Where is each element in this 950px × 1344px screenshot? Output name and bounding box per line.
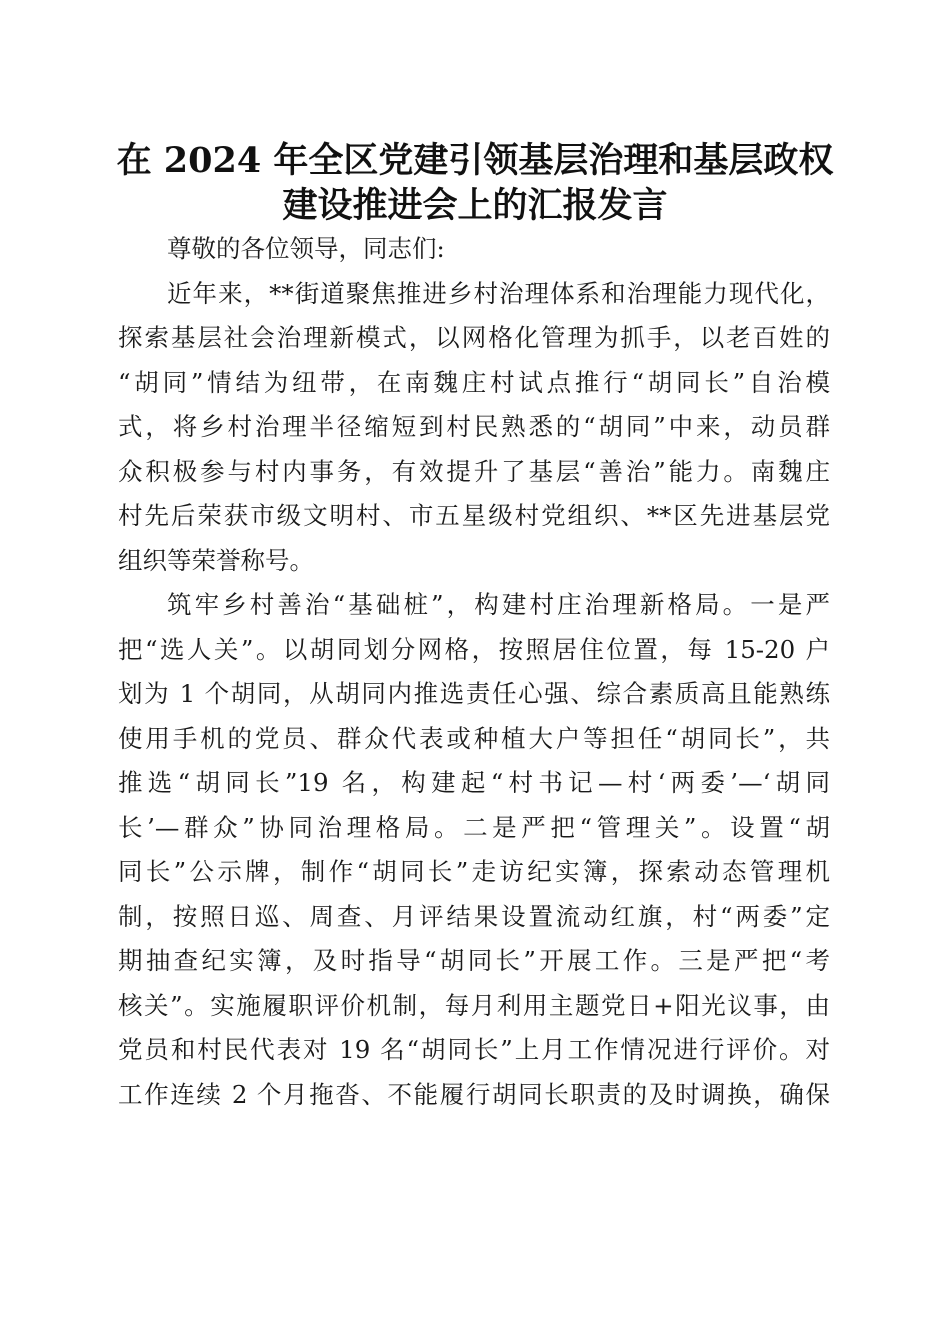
- paragraph-line: 众积极参与村内事务，有效提升了基层“善治”能力。南魏庄: [118, 456, 830, 486]
- paragraph-line: “胡同”情结为纽带，在南魏庄村试点推行“胡同长”自治模: [118, 367, 830, 397]
- paragraph-line: 组织等荣誉称号。: [118, 545, 314, 575]
- salutation: 尊敬的各位领导，同志们:: [167, 234, 445, 263]
- paragraph-line: 村先后荣获市级文明村、市五星级村党组织、**区先进基层党: [118, 501, 830, 530]
- paragraph-line: 把“选人关”。以胡同划分网格，按照居住位置，每 15-20 户: [118, 634, 830, 664]
- paragraph-line: 近年来，**街道聚焦推进乡村治理体系和治理能力现代化，: [167, 278, 830, 308]
- paragraph-line: 划为 1 个胡同，从胡同内推选责任心强、综合素质高且能熟练: [118, 679, 830, 708]
- document-title-line-1: 在 2024 年全区党建引领基层治理和基层政权: [116, 140, 834, 181]
- paragraph-line: 核关”。实施履职评价机制，每月利用主题党日+阳光议事，由: [118, 990, 830, 1020]
- paragraph-2: [118, 583, 830, 1117]
- paragraph-line: 推选“胡同长”19 名，构建起“村书记—村‘两委’—‘胡同: [118, 768, 830, 797]
- document-body: [118, 227, 830, 1117]
- paragraph-line: 使用手机的党员、群众代表或种植大户等担任“胡同长”，共: [118, 723, 830, 753]
- paragraph-line: 期抽查纪实簿，及时指导“胡同长”开展工作。三是严把“考: [118, 946, 830, 975]
- paragraph-line: 党员和村民代表对 19 名“胡同长”上月工作情况进行评价。对: [118, 1035, 830, 1064]
- document-title-line-2: 建设推进会上的汇报发言: [282, 185, 668, 226]
- paragraph-line: 式，将乡村治理半径缩短到村民熟悉的“胡同”中来，动员群: [118, 412, 830, 441]
- paragraph-line: 工作连续 2 个月拖沓、不能履行胡同长职责的及时调换，确保: [118, 1079, 830, 1109]
- paragraph-line: 同长”公示牌，制作“胡同长”走访纪实簿，探索动态管理机: [118, 857, 830, 886]
- paragraph-line: 长’—群众”协同治理格局。二是严把“管理关”。设置“胡: [118, 812, 830, 842]
- paragraph-line: 制，按照日巡、周查、月评结果设置流动红旗，村“两委”定: [118, 901, 830, 931]
- paragraph-line: 探索基层社会治理新模式，以网格化管理为抓手，以老百姓的: [118, 323, 830, 352]
- paragraph-line: 筑牢乡村善治“基础桩”，构建村庄治理新格局。一是严: [167, 590, 830, 619]
- paragraph-1: [118, 272, 830, 584]
